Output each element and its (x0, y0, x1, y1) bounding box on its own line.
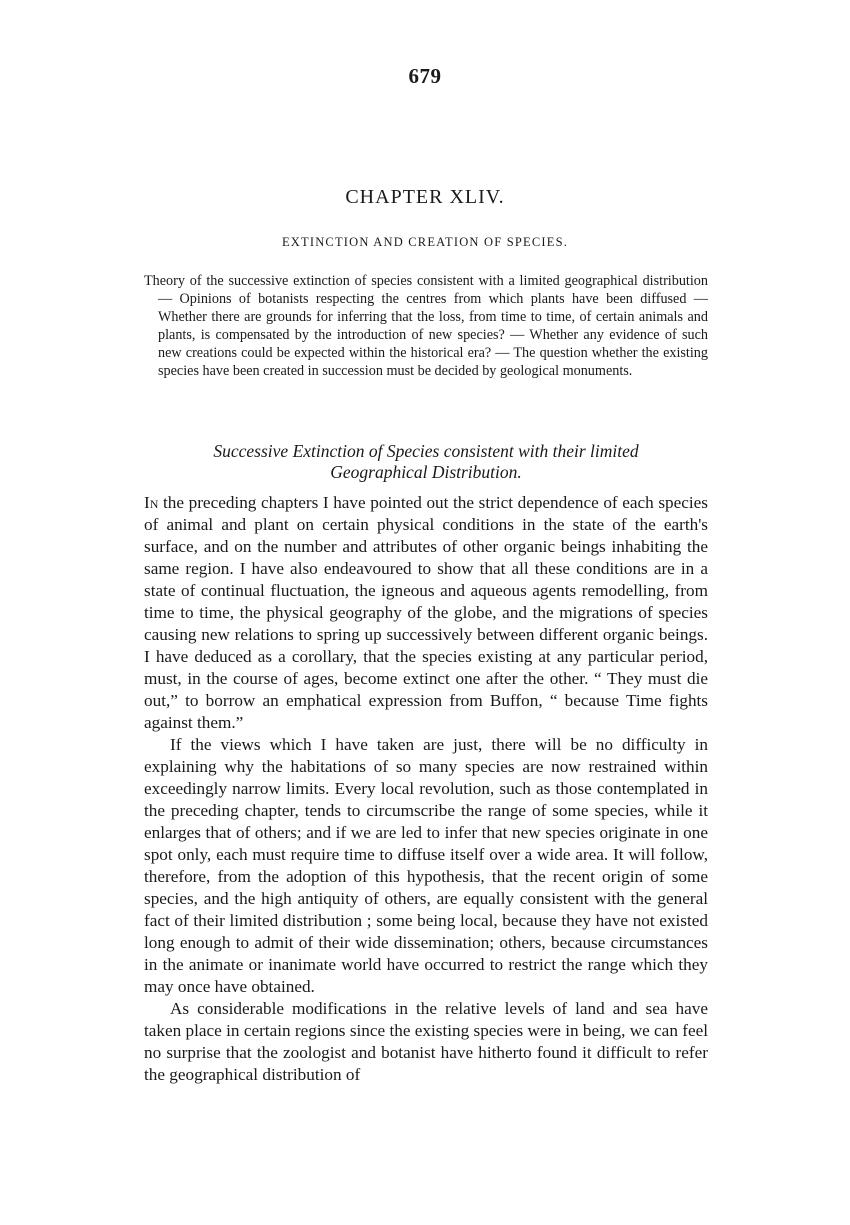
chapter-summary (144, 272, 708, 381)
chapter-subtitle: EXTINCTION AND CREATION OF SPECIES. (281, 235, 569, 249)
paragraph-2: If the views which I have taken are just, there will be no difficulty in explaining why the habitations of so many species are now restrained within exceedingly narrow limits. Every local revolution, such as those contemplated in the preceding chapter, tends to circumscribe the range of some species, while it enlarges that of others; and if we are led to infer that new species originate in one spot only, each must require time to diffuse itself over a wide area. It will follow, therefore, from the adoption of this hypothesis, that the recent origin of some species, and the high antiquity of others, are equally consistent with the general fact of their limited distribution ; some being local, because they have not existed long enough to admit of their wide dissemination; others, because circumstances in the animate or inanimate world have occurred to restrict the range which they may once have obtained. (144, 735, 708, 996)
page-number: 679 (408, 64, 442, 88)
section-heading-line-1: Successive Extinction of Species consistent with their limited (213, 441, 639, 461)
chapter-summary-text: Theory of the successive extinction of species consistent with a limited geographical distribution — Opinions of botanists respecting the centres from which plants have been diffused — Whether there are grounds for inferring that the loss, from time to time, of certain animals and plants, is compensated by the introduction of new species? — Whether any evidence of such new creations could be expected within the historical era? — The question whether the existing species have been created in succession must be decided by geological monuments. (144, 273, 708, 380)
section-heading (144, 441, 708, 483)
chapter-title: CHAPTER XLIV. (345, 186, 505, 208)
paragraph-initial: In (144, 493, 159, 512)
body-text (144, 492, 708, 1086)
section-heading-line-2: Geographical Distribution. (330, 462, 522, 482)
paragraph-1 (144, 492, 708, 734)
paragraph-1-text: the preceding chapters I have pointed out the strict dependence of each species of animal and plant on certain physical conditions in the state of the earth's surface, and on the number and attributes of other organic beings inhabiting the same region. I have also endeavoured to show that all these conditions are in a state of continual fluctuation, the igneous and aqueous agents remodelling, from time to time, the physical geography of the globe, and the migrations of species causing new relations to spring up successively between different organic beings. I have deduced as a corollary, that the species existing at any particular period, must, in the course of ages, become extinct one after the other. “ They must die out,” to borrow an emphatical expression from Buffon, “ because Time fights against them.” (144, 493, 708, 732)
paragraph-3: As considerable modifications in the relative levels of land and sea have taken place in certain regions since the existing species were in being, we can feel no surprise that the zoologist and botanist have hitherto found it difficult to refer the geographical distribution of (144, 999, 708, 1084)
